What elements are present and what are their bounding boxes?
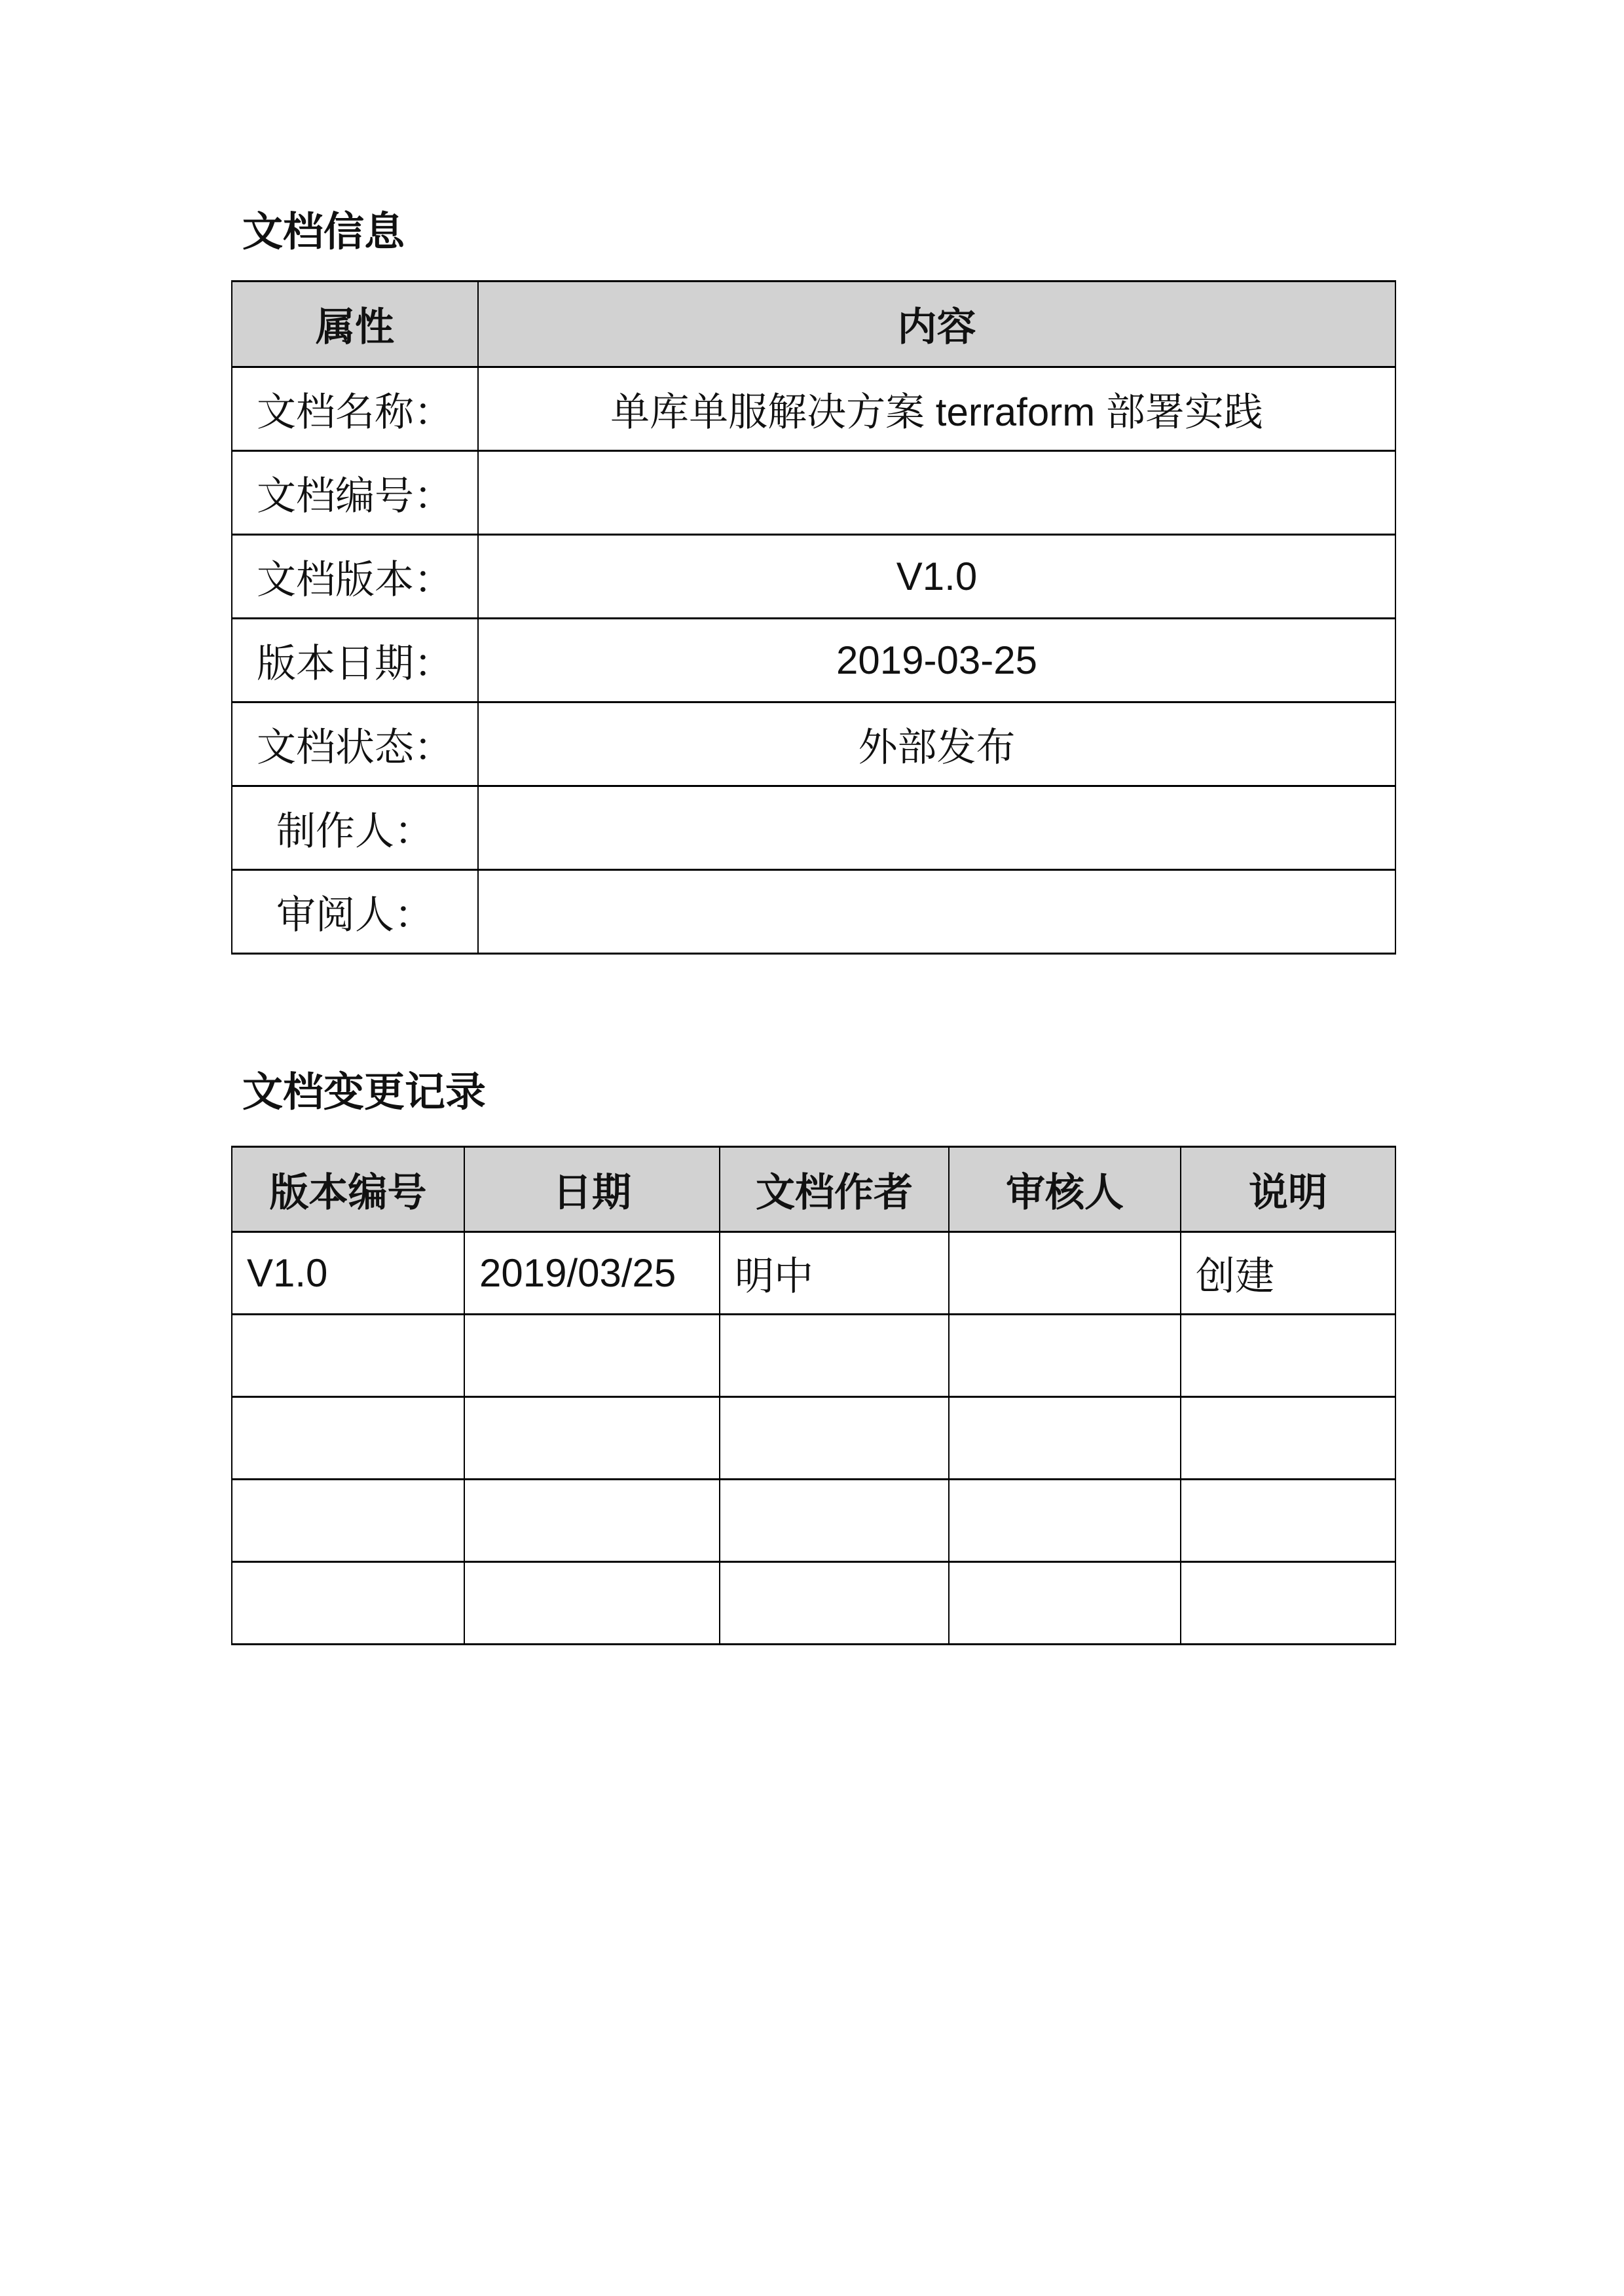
change-version-cell	[232, 1480, 464, 1562]
change-author-cell	[720, 1562, 949, 1645]
reviewer-value	[478, 870, 1395, 954]
table-row	[232, 451, 1395, 535]
change-date-cell	[464, 1480, 720, 1562]
doc-name-label: 文档名称：	[232, 367, 478, 451]
change-date-cell	[464, 1562, 720, 1645]
doc-version-label: 文档版本：	[232, 535, 478, 619]
change-log-header-row	[232, 1147, 1395, 1232]
change-reviewer-cell	[949, 1315, 1181, 1397]
doc-info-title: 文档信息	[242, 210, 405, 255]
table-row	[232, 1315, 1395, 1397]
change-reviewer-cell	[949, 1397, 1181, 1480]
version-date-label: 版本日期：	[232, 619, 478, 702]
reviewer-label: 审阅人：	[232, 870, 478, 954]
change-log-header-author: 文档作者	[720, 1147, 949, 1232]
change-version-cell: V1.0	[232, 1232, 464, 1315]
doc-number-label: 文档编号：	[232, 451, 478, 535]
creator-value	[478, 786, 1395, 870]
change-reviewer-cell	[949, 1480, 1181, 1562]
change-date-cell: 2019/03/25	[464, 1232, 720, 1315]
change-note-cell	[1181, 1562, 1395, 1645]
change-author-cell	[720, 1315, 949, 1397]
change-version-cell	[232, 1397, 464, 1480]
doc-name-value: 单库单服解决方案 terraform 部署实践	[478, 367, 1395, 451]
creator-label: 制作人：	[232, 786, 478, 870]
doc-number-value	[478, 451, 1395, 535]
change-note-cell: 创建	[1181, 1232, 1395, 1315]
change-log-header-note: 说明	[1181, 1147, 1395, 1232]
change-reviewer-cell	[949, 1562, 1181, 1645]
change-log-table	[231, 1146, 1396, 1645]
table-row	[232, 1562, 1395, 1645]
change-log-header-version: 版本编号	[232, 1147, 464, 1232]
version-date-value: 2019-03-25	[478, 619, 1395, 702]
change-note-cell	[1181, 1315, 1395, 1397]
doc-info-header-content: 内容	[478, 282, 1395, 367]
change-version-cell	[232, 1315, 464, 1397]
change-log-header-date: 日期	[464, 1147, 720, 1232]
change-author-cell	[720, 1480, 949, 1562]
doc-info-header-attr: 属性	[232, 282, 478, 367]
change-author-cell	[720, 1397, 949, 1480]
change-log-header-reviewer: 审核人	[949, 1147, 1181, 1232]
table-row	[232, 535, 1395, 619]
doc-info-header-row	[232, 282, 1395, 367]
doc-version-value: V1.0	[478, 535, 1395, 619]
change-log-title: 文档变更记录	[242, 1070, 487, 1115]
change-date-cell	[464, 1397, 720, 1480]
change-reviewer-cell	[949, 1232, 1181, 1315]
doc-info-table	[231, 280, 1396, 955]
table-row	[232, 367, 1395, 451]
table-row	[232, 1480, 1395, 1562]
table-row	[232, 702, 1395, 786]
doc-status-label: 文档状态：	[232, 702, 478, 786]
table-row	[232, 1397, 1395, 1480]
table-row	[232, 1232, 1395, 1315]
change-note-cell	[1181, 1397, 1395, 1480]
change-author-cell: 明中	[720, 1232, 949, 1315]
change-version-cell	[232, 1562, 464, 1645]
table-row	[232, 786, 1395, 870]
change-date-cell	[464, 1315, 720, 1397]
table-row	[232, 619, 1395, 702]
change-note-cell	[1181, 1480, 1395, 1562]
table-row	[232, 870, 1395, 954]
doc-status-value: 外部发布	[478, 702, 1395, 786]
